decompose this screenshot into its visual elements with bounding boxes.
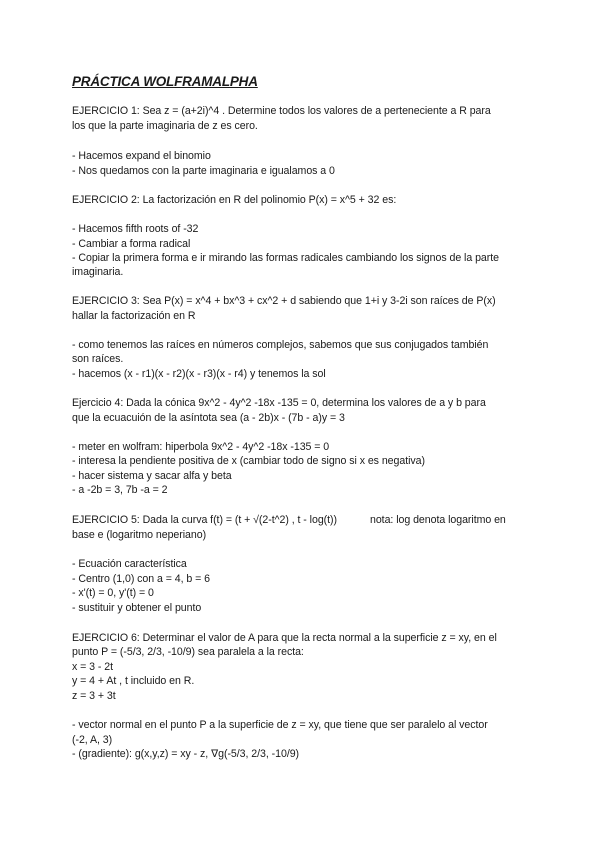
ex3-step-2: - hacemos (x - r1)(x - r2)(x - r3)(x - r4) y tenemos la sol [72,368,326,380]
ex5-statement-line-1: EJERCICIO 5: Dada la curva f(t) = (t + √(2-t^2) , t - log(t)) [72,514,337,526]
ex6-statement-line-2: punto P = (-5/3, 2/3, -10/9) sea paralela a la recta: [72,646,304,658]
ex4-statement-line-1: Ejercicio 4: Dada la cónica 9x^2 - 4y^2 -18x -135 = 0, determina los valores de a y b para [72,397,486,409]
ex6-equation-z: z = 3 + 3t [72,690,116,702]
ex6-step-1-cont: (-2, A, 3) [72,734,113,746]
ex4-statement-line-2: que la ecuacuión de la asíntota sea (a - 2b)x - (7b - a)y = 3 [72,412,345,424]
ex5-step-4: - sustituir y obtener el punto [72,602,202,614]
ex4-step-1: - meter en wolfram: hiperbola 9x^2 - 4y^2 -18x -135 = 0 [72,441,330,453]
ex6-step-1: - vector normal en el punto P a la superficie de z = xy, que tiene que ser paralelo al vector [72,719,488,731]
ex2-step-2: - Cambiar a forma radical [72,238,191,250]
ex5-step-3: - x'(t) = 0, y'(t) = 0 [72,587,154,599]
ex5-note: nota: log denota logaritmo en [370,514,506,526]
ex3-step-1-cont: son raíces. [72,353,124,365]
ex2-statement-line-1: EJERCICIO 2: La factorización en R del polinomio P(x) = x^5 + 32 es: [72,194,397,206]
ex6-equation-x: x = 3 - 2t [72,661,114,673]
ex2-step-1: - Hacemos fifth roots of -32 [72,223,199,235]
ex5-statement-line-2: base e (logaritmo neperiano) [72,529,207,541]
ex6-statement-line-1: EJERCICIO 6: Determinar el valor de A para que la recta normal a la superficie z = xy, en el [72,632,497,644]
ex1-statement-line-2: los que la parte imaginaria de z es cero. [72,120,258,132]
ex5-step-2: - Centro (1,0) con a = 4, b = 6 [72,573,211,585]
ex3-statement-line-1: EJERCICIO 3: Sea P(x) = x^4 + bx^3 + cx^2 + d sabiendo que 1+i y 3-2i son raíces de P(x) [72,295,496,307]
ex6-equation-y: y = 4 + At , t incluido en R. [72,675,195,687]
ex3-step-1: - como tenemos las raíces en números complejos, sabemos que sus conjugados también [72,339,489,351]
ex4-step-4: - a -2b = 3, 7b -a = 2 [72,484,168,496]
ex1-step-2: - Nos quedamos con la parte imaginaria e igualamos a 0 [72,165,335,177]
ex4-step-2: - interesa la pendiente positiva de x (cambiar todo de signo si x es negativa) [72,455,425,467]
ex3-statement-line-2: hallar la factorización en R [72,310,196,322]
ex6-step-2: - (gradiente): g(x,y,z) = xy - z, ∇g(-5/3, 2/3, -10/9) [72,748,300,760]
ex1-statement-line-1: EJERCICIO 1: Sea z = (a+2i)^4 . Determine todos los valores de a perteneciente a R para [72,105,491,117]
ex5-step-1: - Ecuación característica [72,558,187,570]
ex1-step-1: - Hacemos expand el binomio [72,150,211,162]
ex2-step-3: - Copiar la primera forma e ir mirando las formas radicales cambiando los signos de la parte [72,252,499,264]
page-title: PRÁCTICA WOLFRAMALPHA [72,74,258,89]
ex2-step-3-cont: imaginaria. [72,266,124,278]
ex4-step-3: - hacer sistema y sacar alfa y beta [72,470,232,482]
